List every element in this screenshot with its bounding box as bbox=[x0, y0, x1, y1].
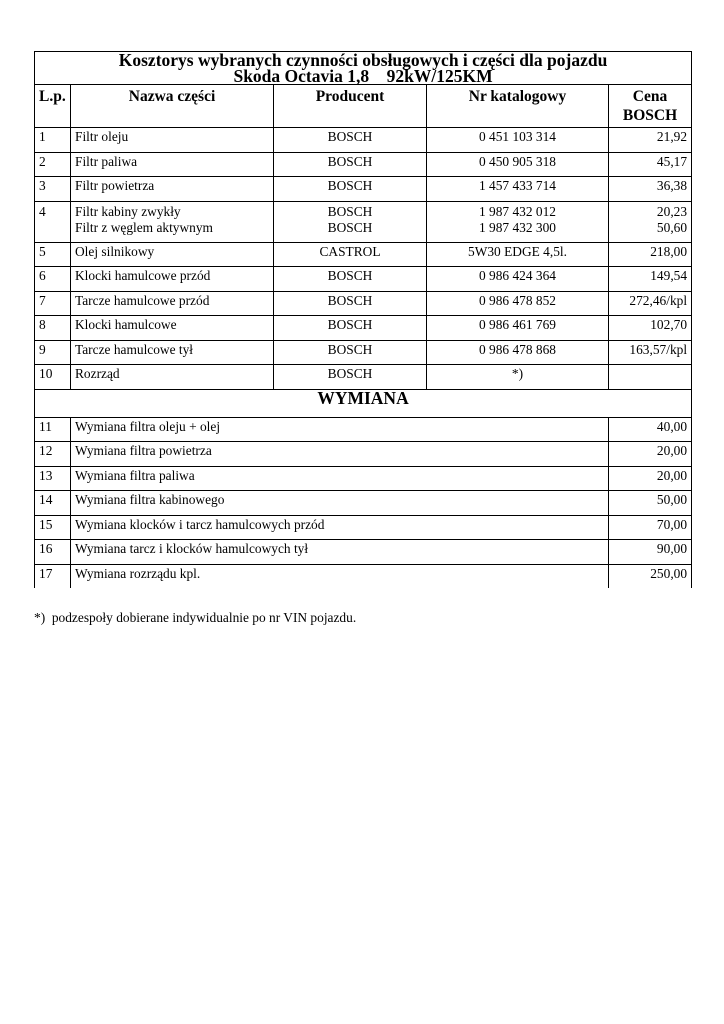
row-lp: 9 bbox=[35, 340, 71, 365]
table-row bbox=[35, 515, 692, 540]
row-price-line-2: 50,60 bbox=[656, 219, 688, 235]
header-producer: Producent bbox=[274, 85, 427, 128]
row-lp: 4 bbox=[35, 201, 71, 242]
table-row bbox=[35, 540, 692, 565]
row-lp: 2 bbox=[35, 152, 71, 177]
row-catalog: 1 457 433 714 bbox=[427, 177, 609, 202]
row-name: Klocki hamulcowe bbox=[71, 316, 274, 341]
row-price: 163,57/kpl bbox=[609, 340, 692, 365]
row-price: 102,70 bbox=[609, 316, 692, 341]
row-lp: 15 bbox=[35, 515, 71, 540]
row-price-line-1: 20,23 bbox=[656, 203, 688, 219]
header-price-line-2: BOSCH bbox=[622, 107, 678, 124]
table-row bbox=[35, 242, 692, 267]
row-price: 90,00 bbox=[609, 540, 692, 565]
row-lp: 5 bbox=[35, 242, 71, 267]
row-producer-line-2: BOSCH bbox=[327, 219, 373, 235]
table-row bbox=[35, 316, 692, 341]
row-name: Wymiana filtra oleju + olej bbox=[71, 417, 609, 442]
row-price: 218,00 bbox=[609, 242, 692, 267]
row-lp: 16 bbox=[35, 540, 71, 565]
table-row bbox=[35, 152, 692, 177]
row-price: 149,54 bbox=[609, 267, 692, 292]
row-lp: 13 bbox=[35, 466, 71, 491]
row-price: 21,92 bbox=[609, 128, 692, 153]
row-price: 50,00 bbox=[609, 491, 692, 516]
table-row bbox=[35, 291, 692, 316]
row-price: 250,00 bbox=[609, 564, 692, 588]
row-name: Wymiana filtra paliwa bbox=[71, 466, 609, 491]
row-name: Wymiana filtra powietrza bbox=[71, 442, 609, 467]
row-lp: 17 bbox=[35, 564, 71, 588]
row-name: Tarcze hamulcowe przód bbox=[71, 291, 274, 316]
table-row bbox=[35, 340, 692, 365]
table-row bbox=[35, 466, 692, 491]
row-lp: 11 bbox=[35, 417, 71, 442]
row-lp: 12 bbox=[35, 442, 71, 467]
table-row bbox=[35, 177, 692, 202]
title-line-1: Kosztorys wybranych czynności obsługowych i części dla pojazdu bbox=[118, 50, 608, 70]
row-catalog: 0 450 905 318 bbox=[427, 152, 609, 177]
row-price: 36,38 bbox=[609, 177, 692, 202]
table-row bbox=[35, 365, 692, 390]
row-name: Filtr powietrza bbox=[71, 177, 274, 202]
estimate-table bbox=[34, 51, 692, 588]
column-header-row bbox=[35, 85, 692, 128]
footnote: *) podzespoły dobierane indywidualnie po nr VIN pojazdu. bbox=[34, 610, 357, 625]
row-price: 272,46/kpl bbox=[609, 291, 692, 316]
row-name: Filtr oleju bbox=[71, 128, 274, 153]
row-producer: BOSCH bbox=[274, 340, 427, 365]
document-title bbox=[35, 52, 692, 85]
table-row bbox=[35, 564, 692, 588]
row-name: Klocki hamulcowe przód bbox=[71, 267, 274, 292]
row-name: Tarcze hamulcowe tył bbox=[71, 340, 274, 365]
table-row bbox=[35, 267, 692, 292]
row-catalog: 0 986 478 868 bbox=[427, 340, 609, 365]
row-producer-line-1: BOSCH bbox=[327, 203, 373, 219]
row-catalog: 5W30 EDGE 4,5l. bbox=[427, 242, 609, 267]
row-name: Wymiana rozrządu kpl. bbox=[71, 564, 609, 588]
row-producer: BOSCH bbox=[274, 128, 427, 153]
row-name: Wymiana klocków i tarcz hamulcowych przód bbox=[71, 515, 609, 540]
row-name-line-1: Filtr kabiny zwykły bbox=[75, 203, 181, 219]
row-price bbox=[609, 201, 692, 242]
row-lp: 8 bbox=[35, 316, 71, 341]
header-name: Nazwa części bbox=[71, 85, 274, 128]
row-price: 20,00 bbox=[609, 466, 692, 491]
table-row bbox=[35, 201, 692, 242]
row-catalog: 0 451 103 314 bbox=[427, 128, 609, 153]
row-lp: 6 bbox=[35, 267, 71, 292]
row-name: Filtr paliwa bbox=[71, 152, 274, 177]
row-producer: BOSCH bbox=[274, 291, 427, 316]
row-price: 20,00 bbox=[609, 442, 692, 467]
header-catalog: Nr katalogowy bbox=[427, 85, 609, 128]
header-price-line-1: Cena bbox=[632, 88, 668, 105]
row-lp: 3 bbox=[35, 177, 71, 202]
header-lp: L.p. bbox=[35, 85, 71, 128]
row-name: Olej silnikowy bbox=[71, 242, 274, 267]
row-catalog: 0 986 461 769 bbox=[427, 316, 609, 341]
row-catalog: 0 986 478 852 bbox=[427, 291, 609, 316]
row-catalog bbox=[427, 201, 609, 242]
row-catalog: *) bbox=[427, 365, 609, 390]
table-row bbox=[35, 128, 692, 153]
row-producer: BOSCH bbox=[274, 316, 427, 341]
row-producer bbox=[274, 201, 427, 242]
table-row bbox=[35, 442, 692, 467]
row-price: 70,00 bbox=[609, 515, 692, 540]
row-catalog-line-2: 1 987 432 300 bbox=[479, 219, 556, 235]
section-title: WYMIANA bbox=[35, 389, 692, 417]
header-price bbox=[609, 85, 692, 128]
row-lp: 7 bbox=[35, 291, 71, 316]
table-row bbox=[35, 491, 692, 516]
row-price: 45,17 bbox=[609, 152, 692, 177]
row-price: 40,00 bbox=[609, 417, 692, 442]
row-name-line-2: Filtr z węglem aktywnym bbox=[75, 219, 213, 235]
title-line-2: Skoda Octavia 1,8 92kW/125KM bbox=[233, 66, 493, 86]
row-producer: CASTROL bbox=[274, 242, 427, 267]
row-name: Rozrząd bbox=[71, 365, 274, 390]
table-row bbox=[35, 417, 692, 442]
row-name: Wymiana filtra kabinowego bbox=[71, 491, 609, 516]
row-lp: 14 bbox=[35, 491, 71, 516]
row-lp: 1 bbox=[35, 128, 71, 153]
row-producer: BOSCH bbox=[274, 152, 427, 177]
row-price bbox=[609, 365, 692, 390]
row-name bbox=[71, 201, 274, 242]
row-producer: BOSCH bbox=[274, 177, 427, 202]
row-producer: BOSCH bbox=[274, 365, 427, 390]
row-catalog-line-1: 1 987 432 012 bbox=[479, 203, 556, 219]
row-name: Wymiana tarcz i klocków hamulcowych tył bbox=[71, 540, 609, 565]
row-producer: BOSCH bbox=[274, 267, 427, 292]
row-lp: 10 bbox=[35, 365, 71, 390]
row-catalog: 0 986 424 364 bbox=[427, 267, 609, 292]
